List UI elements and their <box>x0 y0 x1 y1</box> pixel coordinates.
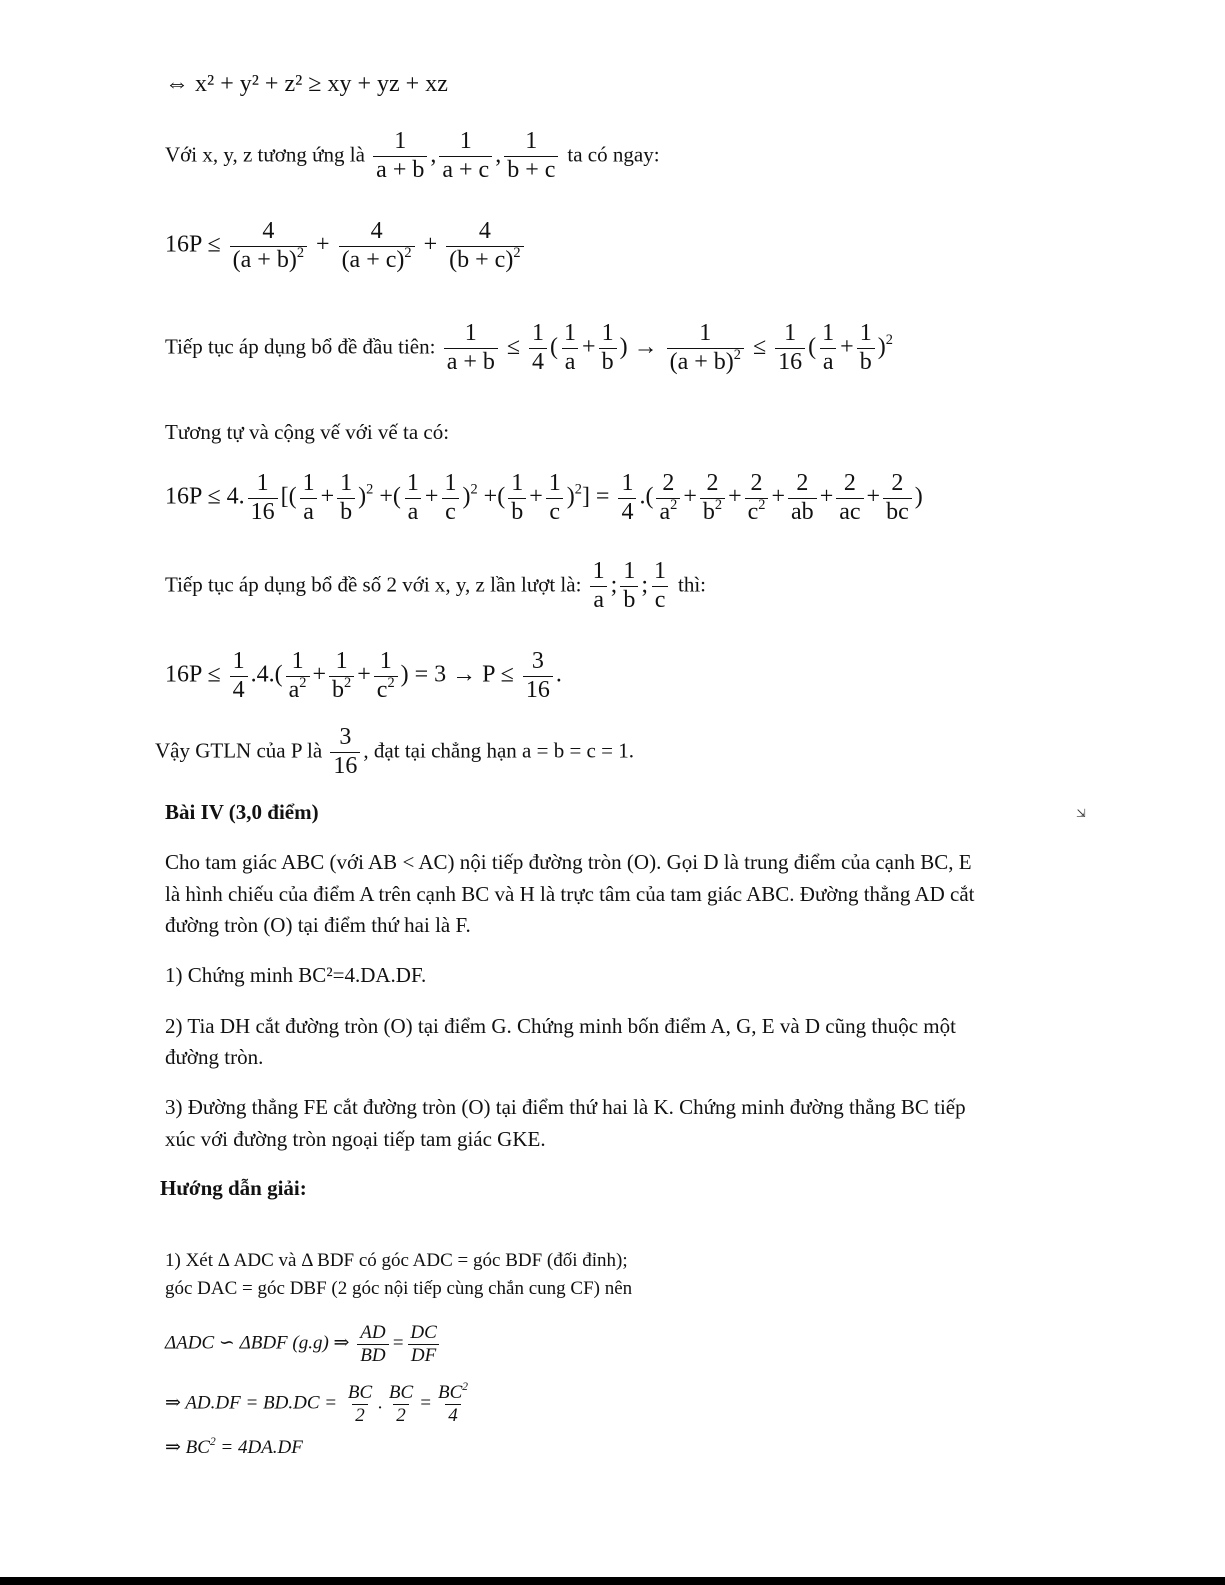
conclusion-suffix: , đạt tại chẳng hạn a = b = c = 1. <box>363 738 634 763</box>
corner-mark-icon: ⇲ <box>1076 806 1087 820</box>
final-line: ⇒ $BC^2 = 4DA.DF$ <box>165 1436 303 1458</box>
solution-step-2: góc DAC = góc DBF (2 góc nội tiếp cùng chắn cung CF) nên <box>165 1278 633 1299</box>
substitution-prefix: Với x, y, z tương ứng là <box>165 142 365 167</box>
question-1: 1) Chứng minh BC²=4.DA.DF. <box>165 963 427 987</box>
lemma-two-suffix: thì: <box>678 572 707 597</box>
solution-title: Hướng dẫn giải: <box>160 1176 307 1200</box>
lemma-two-prefix: Tiếp tục áp dụng bổ đề số 2 với x, y, z lần lượt là: <box>165 572 582 597</box>
problem-intro-2: là hình chiếu của điểm A trên cạnh BC và H là trực tâm của tam giác ABC. Đường thẳng AD cắt <box>165 882 975 906</box>
question-2-line-1: 2) Tia DH cắt đường tròn (O) tại điểm G. Chứng minh bốn điểm A, G, E và D cũng thuộc một <box>165 1014 956 1038</box>
equivalence-text: ⇔ x² + y² + z² ≥ xy + yz + xz <box>165 71 448 97</box>
lemma-one-line <box>165 320 893 376</box>
similar-sum-text: Tương tự và cộng vế với vế ta có: <box>165 420 450 444</box>
substitution-fractions: $\frac{1}{a + b}$ , $\frac{1}{a + c}$ , $\frac{1}{b + c}$ <box>370 142 567 168</box>
similar-triangles-line: ΔADC ∽ ΔBDF (g.g) ⇒ $\frac{AD}{BD}$ = $\frac{DC}{DF}$ <box>165 1322 443 1367</box>
inequality-16p-2: 16P ≤ 4. $\frac{1}{16}$ [( $\frac{1}{a}$ + $\frac{1}{b}$ )$^2$ +( $\frac{1}{a}$ + $\frac{1}{c}$ )$^2$ +( $\frac{1}{b}$ + $\frac{1}{c}$ )$^2$] = $\frac{1}{4}$ .( $\frac{2}{a^2}$ + $\frac{2}{b^2}$ + $\frac{2}{c^2}$ + $\frac{2}{ab}$ + $\frac{2}{ac}$ + $\frac{2}{bc}$ ) <box>165 470 923 525</box>
problem-title: Bài IV (3,0 điểm) <box>165 800 319 824</box>
bottom-rule <box>0 1577 1225 1585</box>
product-line: ⇒ AD.DF = BD.DC = $\frac{BC}{2}$ . $\frac{BC}{2}$ = $\frac{BC^2}{4}$ <box>165 1381 468 1426</box>
problem-intro-3: đường tròn (O) tại điểm thứ hai là F. <box>165 913 471 937</box>
question-3-line-1: 3) Đường thẳng FE cắt đường tròn (O) tại điểm thứ hai là K. Chứng minh đường thẳng BC tiếp <box>165 1095 966 1119</box>
substitution-suffix: ta có ngay: <box>567 142 660 167</box>
conclusion-prefix: Vậy GTLN của P là <box>155 738 323 763</box>
question-3-line-2: xúc với đường tròn ngoại tiếp tam giác GKE. <box>165 1127 546 1151</box>
equivalence-line <box>165 70 448 99</box>
question-2-line-2: đường tròn. <box>165 1045 264 1069</box>
lemma-one-formula: $\frac{1}{a + b}$ ≤ $\frac{1}{4}$ ( $\frac{1}{a}$ + $\frac{1}{b}$ ) → $\frac{1}{(a + b)^2}$ ≤ $\frac{1}{16}$ ( $\frac{1}{a}$ + $\frac{1}{b}$ )$^2$ <box>441 334 893 360</box>
lemma-two-line <box>165 558 706 614</box>
solution-step-1: 1) Xét Δ ADC và Δ BDF có góc ADC = góc BDF (đối đỉnh); <box>165 1250 628 1271</box>
inequality-16p-3: 16P ≤ $\frac{1}{4}$ .4.( $\frac{1}{a^2}$ + $\frac{1}{b^2}$ + $\frac{1}{c^2}$ ) = 3 → P ≤ $\frac{3}{16}$ . <box>165 648 562 703</box>
lemma-one-prefix: Tiếp tục áp dụng bổ đề đầu tiên: <box>165 334 436 359</box>
problem-intro-1: Cho tam giác ABC (với AB < AC) nội tiếp đường tròn (O). Gọi D là trung điểm của cạnh BC, E <box>165 850 972 874</box>
conclusion-line: Vậy GTLN của P là $\frac{3}{16}$ , đạt tại chẳng hạn a = b = c = 1. <box>155 724 634 779</box>
similar-sum-line <box>165 420 449 445</box>
lemma-two-fractions: $\frac{1}{a}$ ; $\frac{1}{b}$ ; $\frac{1}{c}$ <box>587 572 678 598</box>
substitution-line <box>165 128 660 184</box>
inequality-16p-1: 16P ≤ $\frac{4}{(a + b)^2}$ + $\frac{4}{(a + c)^2}$ + $\frac{4}{(b + c)^2}$ <box>165 218 527 274</box>
